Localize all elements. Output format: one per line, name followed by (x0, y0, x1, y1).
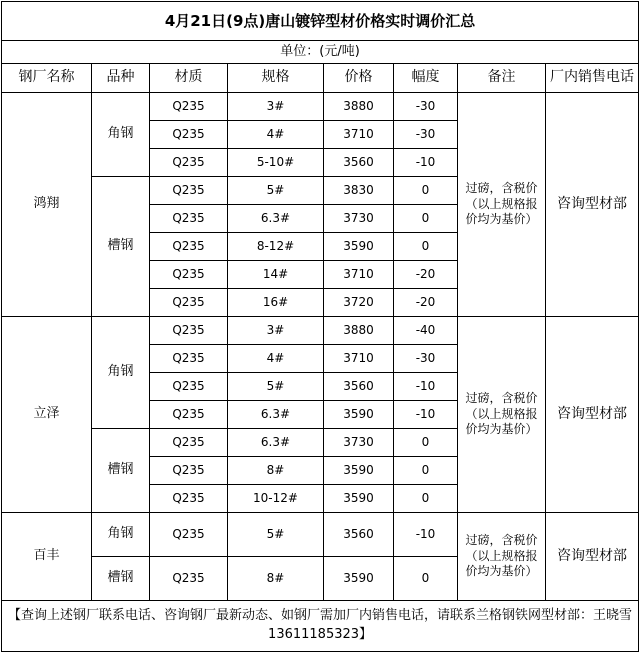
change-cell: -10 (394, 401, 458, 429)
spec-cell: 5# (228, 373, 324, 401)
mill-name: 百丰 (2, 513, 92, 601)
table-row (2, 93, 639, 121)
header-material: 材质 (150, 64, 228, 93)
spec-cell: 6.3# (228, 429, 324, 457)
price-cell: 3590 (324, 401, 394, 429)
footer-note: 【查询上述钢厂联系电话、咨询钢厂最新动态、如钢厂需加厂内销售电话，请联系兰格钢铁网型材部：王晓雪13611185323】 (2, 601, 639, 652)
price-cell: 3560 (324, 513, 394, 557)
contact-cell: 咨询型材部 (546, 93, 639, 317)
price-cell: 3880 (324, 317, 394, 345)
price-cell: 3730 (324, 205, 394, 233)
material-cell: Q235 (150, 429, 228, 457)
material-cell: Q235 (150, 177, 228, 205)
spec-cell: 8# (228, 457, 324, 485)
price-cell: 3730 (324, 429, 394, 457)
change-cell: 0 (394, 205, 458, 233)
header-type: 品种 (92, 64, 150, 93)
table-row (2, 317, 639, 345)
spec-cell: 4# (228, 345, 324, 373)
note-cell: 过磅，含税价（以上规格报价均为基价） (458, 317, 546, 513)
change-cell: -30 (394, 345, 458, 373)
price-cell: 3710 (324, 121, 394, 149)
price-table (1, 1, 639, 652)
material-cell: Q235 (150, 485, 228, 513)
header-row (2, 64, 639, 93)
contact-cell: 咨询型材部 (546, 513, 639, 601)
price-cell: 3590 (324, 485, 394, 513)
product-type: 角钢 (92, 513, 150, 557)
change-cell: -20 (394, 289, 458, 317)
spec-cell: 8# (228, 557, 324, 601)
spec-cell: 16# (228, 289, 324, 317)
change-cell: -10 (394, 513, 458, 557)
change-cell: 0 (394, 177, 458, 205)
spec-cell: 5-10# (228, 149, 324, 177)
header-contact: 厂内销售电话 (546, 64, 639, 93)
spec-cell: 4# (228, 121, 324, 149)
change-cell: 0 (394, 429, 458, 457)
spec-cell: 3# (228, 317, 324, 345)
change-cell: -30 (394, 93, 458, 121)
spec-cell: 6.3# (228, 205, 324, 233)
price-cell: 3560 (324, 373, 394, 401)
price-cell: 3590 (324, 457, 394, 485)
contact-cell: 咨询型材部 (546, 317, 639, 513)
price-cell: 3590 (324, 233, 394, 261)
price-cell: 3710 (324, 345, 394, 373)
change-cell: -40 (394, 317, 458, 345)
price-cell: 3710 (324, 261, 394, 289)
spec-cell: 10-12# (228, 485, 324, 513)
price-cell: 3560 (324, 149, 394, 177)
material-cell: Q235 (150, 373, 228, 401)
mill-name: 鸿翔 (2, 93, 92, 317)
material-cell: Q235 (150, 401, 228, 429)
change-cell: 0 (394, 485, 458, 513)
change-cell: -20 (394, 261, 458, 289)
price-cell: 3720 (324, 289, 394, 317)
table-title: 4月21日(9点)唐山镀锌型材价格实时调价汇总 (2, 2, 639, 41)
change-cell: -10 (394, 373, 458, 401)
material-cell: Q235 (150, 345, 228, 373)
material-cell: Q235 (150, 557, 228, 601)
table-row (2, 513, 639, 557)
change-cell: -30 (394, 121, 458, 149)
material-cell: Q235 (150, 93, 228, 121)
product-type: 槽钢 (92, 177, 150, 317)
change-cell: 0 (394, 457, 458, 485)
material-cell: Q235 (150, 513, 228, 557)
price-cell: 3830 (324, 177, 394, 205)
price-cell: 3880 (324, 93, 394, 121)
product-type: 角钢 (92, 317, 150, 429)
spec-cell: 14# (228, 261, 324, 289)
product-type: 角钢 (92, 93, 150, 177)
spec-cell: 3# (228, 93, 324, 121)
material-cell: Q235 (150, 457, 228, 485)
material-cell: Q235 (150, 233, 228, 261)
note-cell: 过磅，含税价（以上规格报价均为基价） (458, 93, 546, 317)
product-type: 槽钢 (92, 429, 150, 513)
unit-label: 单位：(元/吨) (2, 41, 639, 64)
header-note: 备注 (458, 64, 546, 93)
material-cell: Q235 (150, 149, 228, 177)
material-cell: Q235 (150, 317, 228, 345)
material-cell: Q235 (150, 289, 228, 317)
material-cell: Q235 (150, 261, 228, 289)
price-cell: 3590 (324, 557, 394, 601)
change-cell: 0 (394, 233, 458, 261)
spec-cell: 5# (228, 513, 324, 557)
product-type: 槽钢 (92, 557, 150, 601)
header-price: 价格 (324, 64, 394, 93)
spec-cell: 6.3# (228, 401, 324, 429)
header-spec: 规格 (228, 64, 324, 93)
mill-name: 立泽 (2, 317, 92, 513)
spec-cell: 5# (228, 177, 324, 205)
change-cell: 0 (394, 557, 458, 601)
material-cell: Q235 (150, 121, 228, 149)
spec-cell: 8-12# (228, 233, 324, 261)
note-cell: 过磅，含税价（以上规格报价均为基价） (458, 513, 546, 601)
header-mill: 钢厂名称 (2, 64, 92, 93)
change-cell: -10 (394, 149, 458, 177)
material-cell: Q235 (150, 205, 228, 233)
header-change: 幅度 (394, 64, 458, 93)
